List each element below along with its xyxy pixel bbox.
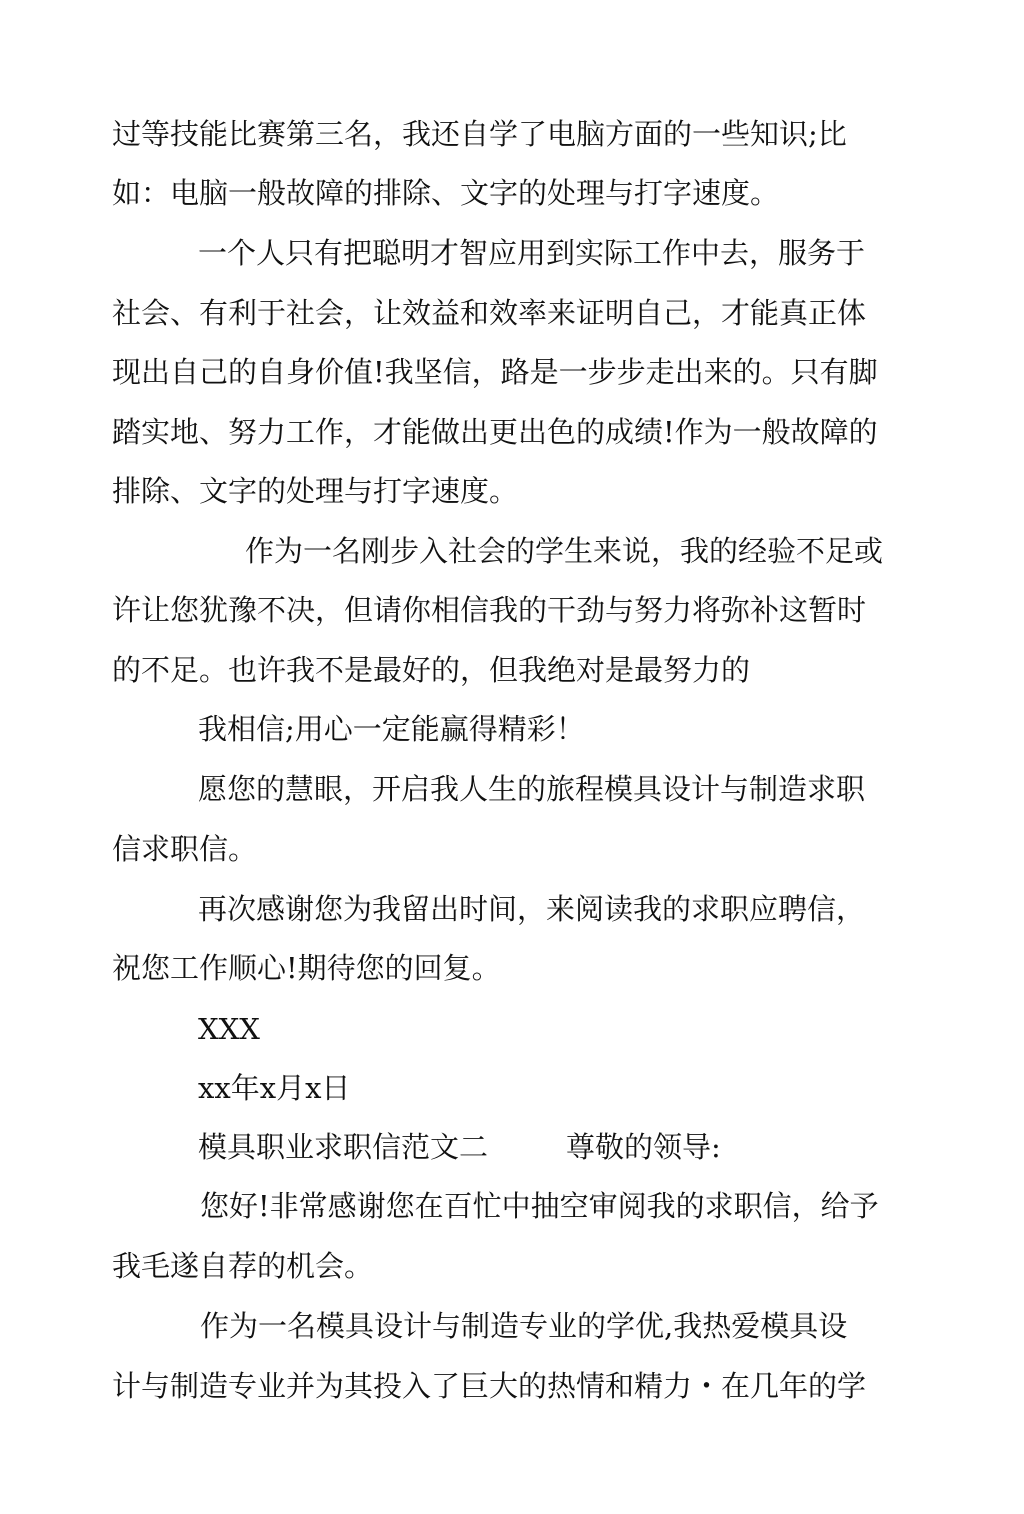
text-line: 计与制造专业并为其投入了巨大的热情和精力・在几年的学 (112, 1369, 867, 1403)
signature-name: XXX (198, 1012, 260, 1046)
signature-date: xx年x月x日 (198, 1071, 351, 1105)
text-line: 社会、有利于社会，让效益和效率来证明自己，才能真正体 (112, 296, 867, 330)
text-line: 排除、文字的处理与打字速度。 (112, 474, 519, 508)
text-line: 我毛遂自荐的机会。 (112, 1249, 374, 1283)
salutation: 尊敬的领导: (566, 1130, 721, 1164)
text-line: 信求职信。 (112, 832, 258, 866)
text-line: 一个人只有把聪明才智应用到实际工作中去，服务于 (198, 236, 866, 270)
text-line: 过等技能比赛第三名，我还自学了电脑方面的一些知识;比 (112, 117, 847, 151)
text-line: 作为一名模具设计与制造专业的学优,我热爱模具设 (200, 1309, 848, 1343)
text-line: 再次感谢您为我留出时间，来阅读我的求职应聘信， (198, 892, 866, 926)
text-line: 我相信;用心一定能赢得精彩！ (198, 712, 585, 746)
text-line: 愿您的慧眼，开启我人生的旅程模具设计与制造求职 (198, 772, 866, 806)
text-line: 您好!非常感谢您在百忙中抽空审阅我的求职信，给予 (200, 1189, 879, 1223)
text-line: 作为一名刚步入社会的学生来说，我的经验不足或 (245, 534, 884, 568)
text-line: 祝您工作顺心!期待您的回复。 (112, 951, 501, 985)
text-line: 踏实地、努力工作，才能做出更出色的成绩!作为一般故障的 (112, 415, 878, 449)
text-line: 如：电脑一般故障的排除、文字的处理与打字速度。 (112, 176, 780, 210)
text-line: 许让您犹豫不决，但请你相信我的干劲与努力将弥补这暂时 (112, 593, 867, 627)
section-title: 模具职业求职信范文二 (198, 1130, 489, 1164)
text-line: 的不足。也许我不是最好的，但我绝对是最努力的 (112, 653, 751, 687)
text-line: 现出自己的自身价值!我坚信，路是一步步走出来的。只有脚 (112, 355, 878, 389)
